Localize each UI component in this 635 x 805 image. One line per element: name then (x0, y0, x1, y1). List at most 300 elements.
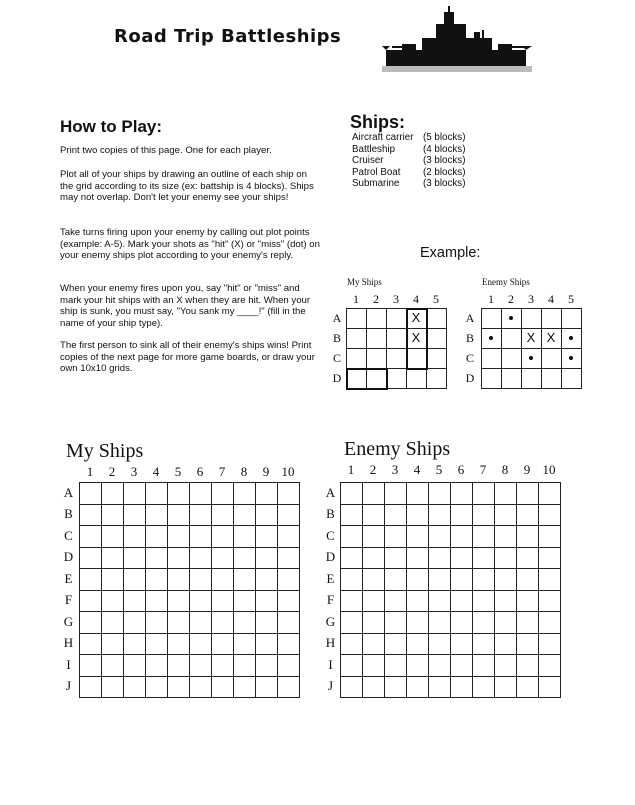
row-label: A (325, 484, 336, 500)
ship-row (352, 132, 465, 144)
grid-cell-G7[interactable] (473, 612, 495, 634)
ship-outline-patrol-boat (346, 368, 388, 390)
grid-cell-I5[interactable] (168, 655, 190, 677)
grid-cell-A7[interactable] (473, 483, 495, 505)
grid-cell-B2[interactable] (102, 504, 124, 526)
grid-cell-F9[interactable] (517, 590, 539, 612)
grid-cell-H2[interactable] (363, 633, 385, 655)
grid-cell-H8[interactable] (495, 633, 517, 655)
grid-cell-A5[interactable] (429, 483, 451, 505)
grid-cell-H10[interactable] (278, 633, 300, 655)
grid-cell-H1[interactable] (80, 633, 102, 655)
grid-cell-C1[interactable] (341, 526, 363, 548)
page-title: Road Trip Battleships (114, 26, 342, 47)
grid-row (341, 633, 561, 655)
grid-cell-J4[interactable] (146, 676, 168, 698)
grid-row (80, 633, 300, 655)
row-label: D (63, 549, 74, 565)
ship-name: Aircraft carrier (352, 132, 414, 143)
grid-cell-G5[interactable] (168, 612, 190, 634)
ship-row (352, 167, 465, 179)
grid-cell-C8[interactable] (234, 526, 256, 548)
grid-row (341, 483, 561, 505)
grid-cell-D10[interactable] (539, 547, 561, 569)
grid-cell-D1[interactable] (341, 547, 363, 569)
grid-cell-J8[interactable] (495, 676, 517, 698)
grid-cell-D3[interactable] (385, 547, 407, 569)
grid-cell-C5 (427, 349, 447, 369)
grid-cell-E10[interactable] (539, 569, 561, 591)
grid-cell-J9[interactable] (517, 676, 539, 698)
row-label: H (63, 635, 74, 651)
my-ships-board-title: My Ships (66, 440, 144, 462)
grid-cell-I6[interactable] (190, 655, 212, 677)
grid-cell-F8[interactable] (495, 590, 517, 612)
column-label: 5 (435, 462, 443, 477)
grid-cell-C2 (367, 349, 387, 369)
ship-row (352, 178, 465, 190)
grid-cell-D9[interactable] (256, 547, 278, 569)
grid-cell-H3[interactable] (124, 633, 146, 655)
grid-cell-C6[interactable] (190, 526, 212, 548)
column-label: 3 (528, 292, 534, 306)
column-label: 6 (457, 462, 465, 477)
grid-cell-A8[interactable] (495, 483, 517, 505)
grid-cell-D4[interactable] (407, 547, 429, 569)
grid-cell-C1 (347, 349, 367, 369)
column-label: 4 (152, 464, 160, 479)
grid-cell-H9[interactable] (256, 633, 278, 655)
grid-cell-E6[interactable] (190, 569, 212, 591)
miss-dot (569, 336, 573, 340)
grid-cell-F1[interactable] (80, 590, 102, 612)
column-label: 9 (523, 462, 531, 477)
grid-cell-C3[interactable] (124, 526, 146, 548)
ship-size: (5 blocks) (423, 132, 466, 143)
column-label: 1 (86, 464, 94, 479)
miss-dot (529, 356, 533, 360)
grid-cell-I10[interactable] (539, 655, 561, 677)
grid-cell-D9[interactable] (517, 547, 539, 569)
column-label: 1 (353, 292, 359, 306)
grid-cell-J5[interactable] (168, 676, 190, 698)
grid-cell-G9[interactable] (517, 612, 539, 634)
miss-dot (569, 356, 573, 360)
grid-cell-J1[interactable] (341, 676, 363, 698)
grid-cell-F2[interactable] (102, 590, 124, 612)
grid-cell-B9[interactable] (256, 504, 278, 526)
grid-cell-B1[interactable] (341, 504, 363, 526)
grid-cell-F8[interactable] (234, 590, 256, 612)
grid-cell-C8[interactable] (495, 526, 517, 548)
grid-cell-I1[interactable] (341, 655, 363, 677)
column-label: 10 (281, 464, 295, 479)
grid-cell-E5[interactable] (429, 569, 451, 591)
grid-cell-G6[interactable] (451, 612, 473, 634)
grid-cell-G8[interactable] (234, 612, 256, 634)
grid-cell-G10[interactable] (539, 612, 561, 634)
ship-size: (3 blocks) (423, 155, 466, 167)
grid-cell-F3[interactable] (385, 590, 407, 612)
grid-cell-C9[interactable] (517, 526, 539, 548)
grid-cell-A3 (522, 309, 542, 329)
grid-cell-B2 (502, 329, 522, 349)
grid-cell-B7[interactable] (212, 504, 234, 526)
grid-row (80, 504, 300, 526)
row-label: B (332, 330, 341, 345)
grid-cell-F4[interactable] (146, 590, 168, 612)
grid-cell-C4[interactable] (407, 526, 429, 548)
grid-cell-C1 (482, 349, 502, 369)
grid-cell-D7[interactable] (473, 547, 495, 569)
grid-cell-D6[interactable] (451, 547, 473, 569)
grid-cell-C3 (387, 349, 407, 369)
grid-cell-C3[interactable] (385, 526, 407, 548)
grid-cell-C2 (502, 349, 522, 369)
grid-cell-J3[interactable] (385, 676, 407, 698)
grid-cell-A10[interactable] (278, 483, 300, 505)
grid-cell-E9[interactable] (256, 569, 278, 591)
instruction-paragraph: Plot all of your ships by drawing an outline of each ship on the grid according to its size (ex: battship is 4 blocks). Ships may not overlap. Don't let your enemy see your ships! (60, 169, 314, 204)
grid-cell-B6[interactable] (451, 504, 473, 526)
grid-cell-A6[interactable] (451, 483, 473, 505)
column-label: 4 (548, 292, 554, 306)
grid-cell-E3[interactable] (124, 569, 146, 591)
grid-row (80, 612, 300, 634)
grid-cell-I8[interactable] (495, 655, 517, 677)
grid-cell-J7[interactable] (473, 676, 495, 698)
grid-cell-G8[interactable] (495, 612, 517, 634)
grid-cell-J3[interactable] (124, 676, 146, 698)
grid-cell-H9[interactable] (517, 633, 539, 655)
grid-cell-G2[interactable] (102, 612, 124, 634)
row-label: G (325, 613, 336, 629)
row-label: E (326, 570, 335, 586)
grid-cell-E10[interactable] (278, 569, 300, 591)
grid-cell-F3[interactable] (124, 590, 146, 612)
grid-cell-C1[interactable] (80, 526, 102, 548)
grid-cell-H4[interactable] (146, 633, 168, 655)
grid-cell-J10[interactable] (278, 676, 300, 698)
grid-cell-B4[interactable] (407, 504, 429, 526)
grid-cell-J6[interactable] (451, 676, 473, 698)
grid-cell-B2 (367, 329, 387, 349)
grid-cell-J2[interactable] (102, 676, 124, 698)
column-label: 10 (542, 462, 556, 477)
grid-cell-A5[interactable] (168, 483, 190, 505)
grid-cell-C6[interactable] (451, 526, 473, 548)
grid-cell-G6[interactable] (190, 612, 212, 634)
grid-cell-C2[interactable] (363, 526, 385, 548)
grid-cell-A2[interactable] (102, 483, 124, 505)
grid-cell-D2[interactable] (102, 547, 124, 569)
grid-cell-D6[interactable] (190, 547, 212, 569)
column-label: 3 (393, 292, 399, 306)
grid-cell-I9[interactable] (256, 655, 278, 677)
instruction-paragraph: Take turns firing upon your enemy by calling out plot points (example: A-5). Mark your shots as "hit" (X) or "miss" (dot) on your enemy ships plot according to your enemy's reply. (60, 227, 320, 262)
column-label: 4 (413, 462, 421, 477)
grid-cell-I6[interactable] (451, 655, 473, 677)
grid-cell-E2[interactable] (102, 569, 124, 591)
grid-cell-I3[interactable] (124, 655, 146, 677)
ship-row (352, 144, 465, 156)
hit-mark: X (411, 310, 421, 325)
grid-cell-B5 (427, 329, 447, 349)
grid-cell-J2[interactable] (363, 676, 385, 698)
grid-cell-D4[interactable] (146, 547, 168, 569)
grid-cell-I2[interactable] (102, 655, 124, 677)
row-label: D (332, 370, 342, 385)
grid-cell-B10[interactable] (278, 504, 300, 526)
column-label: 2 (373, 292, 379, 306)
grid-cell-C2[interactable] (102, 526, 124, 548)
grid-cell-D4 (407, 369, 427, 389)
grid-cell-A1 (347, 309, 367, 329)
grid-cell-D8[interactable] (234, 547, 256, 569)
grid-cell-I5[interactable] (429, 655, 451, 677)
instruction-paragraph: Print two copies of this page. One for each player. (60, 145, 272, 156)
grid-cell-J5[interactable] (429, 676, 451, 698)
column-label: 5 (174, 464, 182, 479)
grid-cell-D2 (502, 369, 522, 389)
row-label: A (63, 484, 74, 500)
grid-cell-C10[interactable] (539, 526, 561, 548)
grid-cell-A4 (542, 309, 562, 329)
grid-cell-I10[interactable] (278, 655, 300, 677)
grid-cell-C10[interactable] (278, 526, 300, 548)
grid-cell-F7[interactable] (473, 590, 495, 612)
my-ships-board (79, 482, 300, 698)
grid-cell-G10[interactable] (278, 612, 300, 634)
grid-cell-J9[interactable] (256, 676, 278, 698)
grid-cell-I8[interactable] (234, 655, 256, 677)
grid-cell-A9[interactable] (517, 483, 539, 505)
grid-cell-A4[interactable] (146, 483, 168, 505)
grid-cell-B9[interactable] (517, 504, 539, 526)
grid-cell-I1[interactable] (80, 655, 102, 677)
grid-row (341, 676, 561, 698)
grid-cell-E7[interactable] (473, 569, 495, 591)
grid-cell-B3[interactable] (385, 504, 407, 526)
column-label: 7 (218, 464, 226, 479)
grid-cell-E1[interactable] (80, 569, 102, 591)
grid-cell-I7[interactable] (473, 655, 495, 677)
grid-row (347, 349, 447, 369)
row-label: G (63, 613, 74, 629)
grid-cell-B10[interactable] (539, 504, 561, 526)
grid-cell-E9[interactable] (517, 569, 539, 591)
grid-cell-A4[interactable] (407, 483, 429, 505)
grid-cell-G9[interactable] (256, 612, 278, 634)
grid-row (341, 612, 561, 634)
hit-mark: X (411, 330, 421, 345)
grid-cell-J6[interactable] (190, 676, 212, 698)
grid-cell-B2[interactable] (363, 504, 385, 526)
grid-cell-A2 (367, 309, 387, 329)
grid-cell-F5[interactable] (168, 590, 190, 612)
grid-cell-H1[interactable] (341, 633, 363, 655)
grid-cell-A6[interactable] (190, 483, 212, 505)
grid-cell-I7[interactable] (212, 655, 234, 677)
grid-cell-I9[interactable] (517, 655, 539, 677)
grid-cell-C7[interactable] (473, 526, 495, 548)
grid-cell-H6[interactable] (451, 633, 473, 655)
grid-cell-G4[interactable] (146, 612, 168, 634)
ships-list (352, 132, 465, 190)
grid-cell-B5[interactable] (168, 504, 190, 526)
grid-cell-D3 (522, 369, 542, 389)
grid-row (341, 569, 561, 591)
grid-cell-G3[interactable] (385, 612, 407, 634)
grid-cell-F2[interactable] (363, 590, 385, 612)
row-label: B (326, 506, 335, 522)
grid-cell-G1[interactable] (80, 612, 102, 634)
grid-cell-I4[interactable] (146, 655, 168, 677)
grid-cell-B1[interactable] (80, 504, 102, 526)
grid-cell-C7[interactable] (212, 526, 234, 548)
grid-cell-E4[interactable] (146, 569, 168, 591)
row-label: J (65, 678, 72, 694)
grid-row (80, 655, 300, 677)
grid-cell-J4[interactable] (407, 676, 429, 698)
grid-cell-B5[interactable] (429, 504, 451, 526)
instruction-paragraph: When your enemy fires upon you, say "hit" or "miss" and mark your hit ships with an X when they are hit. When your ship is sunk, you must say, "You sank my ____!" (fill in the name of your ship type). (60, 283, 311, 329)
grid-cell-H3[interactable] (385, 633, 407, 655)
grid-cell-B7[interactable] (473, 504, 495, 526)
grid-cell-E8[interactable] (234, 569, 256, 591)
grid-cell-D4 (542, 369, 562, 389)
grid-cell-J7[interactable] (212, 676, 234, 698)
grid-row (347, 309, 447, 329)
grid-cell-D3 (387, 369, 407, 389)
grid-cell-C5[interactable] (429, 526, 451, 548)
grid-cell-E5[interactable] (168, 569, 190, 591)
grid-cell-J1[interactable] (80, 676, 102, 698)
battleship-icon (382, 6, 532, 74)
grid-cell-G2[interactable] (363, 612, 385, 634)
column-label: 3 (130, 464, 138, 479)
grid-cell-D2[interactable] (363, 547, 385, 569)
grid-cell-C5[interactable] (168, 526, 190, 548)
grid-cell-B8[interactable] (234, 504, 256, 526)
grid-cell-H6[interactable] (190, 633, 212, 655)
grid-cell-F6[interactable] (190, 590, 212, 612)
grid-cell-B6[interactable] (190, 504, 212, 526)
row-label: I (328, 656, 333, 672)
grid-cell-E3[interactable] (385, 569, 407, 591)
grid-row (80, 676, 300, 698)
grid-cell-D5[interactable] (168, 547, 190, 569)
grid-cell-F1[interactable] (341, 590, 363, 612)
grid-cell-F10[interactable] (539, 590, 561, 612)
grid-cell-A10[interactable] (539, 483, 561, 505)
grid-cell-A7[interactable] (212, 483, 234, 505)
grid-cell-G1[interactable] (341, 612, 363, 634)
grid-cell-F9[interactable] (256, 590, 278, 612)
example-enemy-ships-grid (481, 308, 582, 389)
grid-cell-B4[interactable] (146, 504, 168, 526)
grid-cell-H7[interactable] (473, 633, 495, 655)
grid-cell-C9[interactable] (256, 526, 278, 548)
row-label: F (64, 592, 73, 608)
grid-cell-A5 (427, 309, 447, 329)
row-label: D (325, 549, 336, 565)
grid-cell-G7[interactable] (212, 612, 234, 634)
grid-cell-A3[interactable] (124, 483, 146, 505)
grid-cell-J10[interactable] (539, 676, 561, 698)
grid-cell-A3 (387, 309, 407, 329)
grid-cell-A9[interactable] (256, 483, 278, 505)
ship-name: Submarine (352, 178, 400, 190)
grid-cell-E4[interactable] (407, 569, 429, 591)
grid-cell-D1[interactable] (80, 547, 102, 569)
grid-cell-H10[interactable] (539, 633, 561, 655)
grid-cell-E7[interactable] (212, 569, 234, 591)
grid-cell-D5[interactable] (429, 547, 451, 569)
grid-cell-A3[interactable] (385, 483, 407, 505)
grid-row (482, 369, 582, 389)
grid-cell-D3[interactable] (124, 547, 146, 569)
grid-row (341, 655, 561, 677)
grid-cell-F4[interactable] (407, 590, 429, 612)
grid-cell-H5[interactable] (429, 633, 451, 655)
grid-cell-H5[interactable] (168, 633, 190, 655)
example-heading: Example: (420, 245, 481, 261)
miss-dot (509, 316, 513, 320)
grid-cell-H8[interactable] (234, 633, 256, 655)
column-label: 5 (568, 292, 574, 306)
column-label: 8 (240, 464, 248, 479)
grid-cell-B3 (387, 329, 407, 349)
grid-cell-I2[interactable] (363, 655, 385, 677)
grid-cell-H2[interactable] (102, 633, 124, 655)
grid-cell-C4[interactable] (146, 526, 168, 548)
grid-cell-A1[interactable] (341, 483, 363, 505)
hit-mark: X (546, 330, 556, 345)
grid-cell-H4[interactable] (407, 633, 429, 655)
grid-cell-B8[interactable] (495, 504, 517, 526)
grid-cell-B3[interactable] (124, 504, 146, 526)
grid-cell-F5[interactable] (429, 590, 451, 612)
grid-cell-D7[interactable] (212, 547, 234, 569)
grid-cell-F6[interactable] (451, 590, 473, 612)
grid-cell-E1[interactable] (341, 569, 363, 591)
grid-cell-J8[interactable] (234, 676, 256, 698)
row-label: H (325, 635, 336, 651)
grid-cell-G5[interactable] (429, 612, 451, 634)
grid-cell-G3[interactable] (124, 612, 146, 634)
grid-cell-D8[interactable] (495, 547, 517, 569)
grid-cell-E2[interactable] (363, 569, 385, 591)
grid-cell-E8[interactable] (495, 569, 517, 591)
instruction-paragraph: The first person to sink all of their enemy's ships wins! Print copies of the next page for more game boards, or draw your own 10x10 grids. (60, 340, 315, 375)
row-label: D (465, 370, 475, 385)
grid-cell-F10[interactable] (278, 590, 300, 612)
grid-cell-E6[interactable] (451, 569, 473, 591)
grid-cell-I4[interactable] (407, 655, 429, 677)
grid-row (80, 483, 300, 505)
grid-cell-A8[interactable] (234, 483, 256, 505)
grid-cell-D10[interactable] (278, 547, 300, 569)
grid-cell-A2[interactable] (363, 483, 385, 505)
grid-cell-A1[interactable] (80, 483, 102, 505)
grid-cell-A5 (562, 309, 582, 329)
grid-cell-F7[interactable] (212, 590, 234, 612)
grid-cell-H7[interactable] (212, 633, 234, 655)
grid-cell-G4[interactable] (407, 612, 429, 634)
ship-name: Cruiser (352, 155, 384, 167)
grid-cell-I3[interactable] (385, 655, 407, 677)
